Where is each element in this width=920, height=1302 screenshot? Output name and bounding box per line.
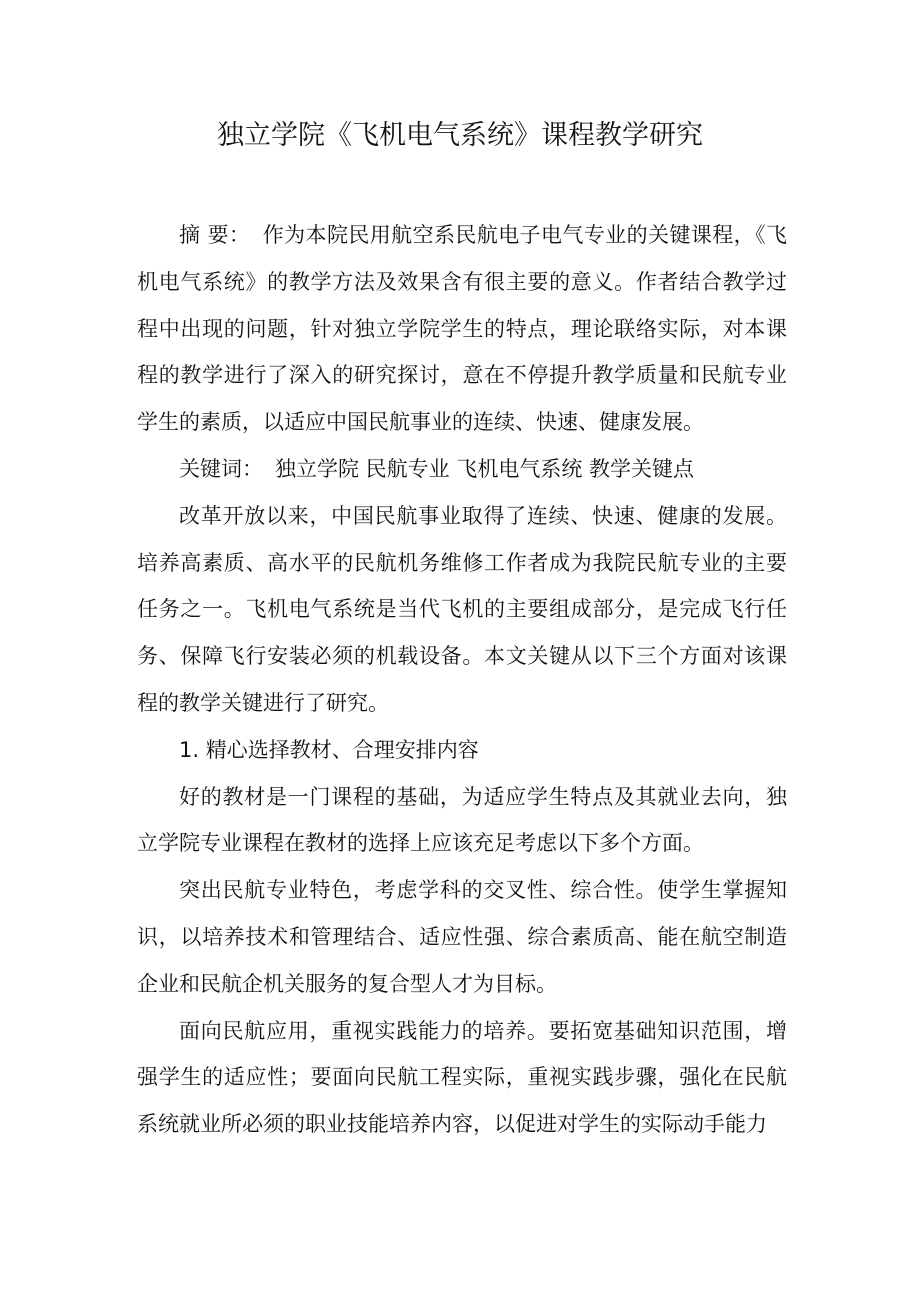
keywords-paragraph: [137, 446, 787, 493]
keywords-text: 独立学院 民航专业 飞机电气系统 教学关键点: [275, 456, 695, 481]
abstract-paragraph: [137, 212, 787, 446]
body-paragraph: 突出民航专业特色，考虑学科的交叉性、综合性。使学生掌握知识，以培养技术和管理结合、适应性强、综合素质高、能在航空制造企业和民航企机关服务的复合型人才为目标。: [137, 878, 787, 996]
abstract-text: 作为本院民用航空系民航电子电气专业的关键课程，《飞机电气系统》的教学方法及效果含有很主要的意义。作者结合教学过程中出现的问题，针对独立学院学生的特点，理论联络实际，对本课程的教学进行了深入的研究探讨，意在不停提升教学质量和民航专业学生的素质，以适应中国民航事业的连续、快速、健康发展。: [137, 223, 787, 435]
body-paragraph: 好的教材是一门课程的基础，为适应学生特点及其就业去向，独立学院专业课程在教材的选择上应该充足考虑以下多个方面。: [137, 784, 787, 856]
body-paragraph: 改革开放以来，中国民航事业取得了连续、快速、健康的发展。培养高素质、高水平的民航机务维修工作者成为我院民航专业的主要任务之一。飞机电气系统是当代飞机的主要组成部分，是完成飞行任务、保障飞行安装必须的机载设备。本文关键从以下三个方面对该课程的教学关键进行了研究。: [137, 503, 787, 715]
abstract-label: 摘 要：: [179, 223, 251, 247]
keywords-label: 关键词：: [179, 456, 263, 481]
body-paragraph: 面向民航应用，重视实践能力的培养。要拓宽基础知识范围，增强学生的适应性；要面向民航工程实际，重视实践步骤，强化在民航系统就业所必须的职业技能培养内容，以促进对学生的实际动手能力: [137, 1018, 787, 1137]
document-body: [137, 212, 787, 1148]
document-title: 独立学院《飞机电气系统》课程教学研究: [217, 120, 703, 151]
section-heading: 1. 精心选择教材、合理安排内容: [179, 737, 479, 762]
